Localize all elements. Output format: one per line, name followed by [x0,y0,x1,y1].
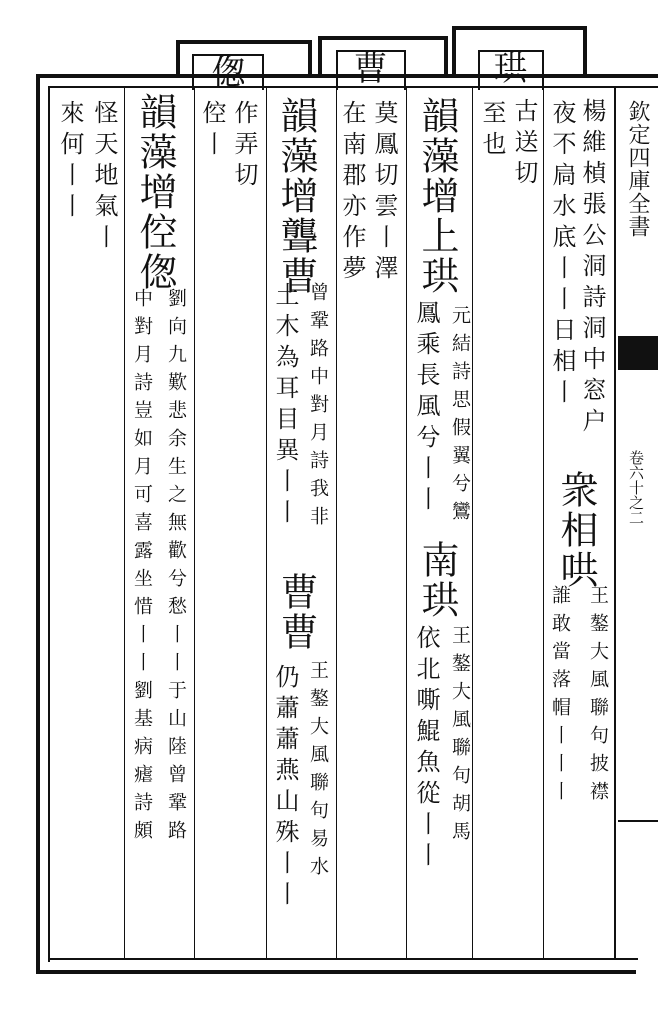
margin-book-title: 欽定四庫全書 [625,100,650,238]
tab-left-box-right [262,54,264,90]
margin-divider [614,88,616,958]
column-11-headword-b: 曹曹 [274,572,318,652]
column-7-note-b: 王鏊大風聯句胡馬 [449,625,471,849]
tab-right-label: 珙 [487,50,527,84]
column-18: 來何丨丨 [56,100,84,224]
column-11-headword-a: 韻藻增聾曹 [274,96,318,296]
column-6: 至也 [478,100,506,162]
outer-bottom-border [36,970,636,974]
column-divider-4 [336,88,337,958]
tab-right-frame-top [452,26,587,30]
column-14: 倥丨 [198,100,226,162]
margin-fishtail-mark [618,336,658,370]
tab-middle-frame-top [318,36,448,40]
column-1: 楊維楨張公洞詩洞中窓户 [578,98,606,439]
column-12-b: 仍蕭蕭燕山殊丨丨 [271,664,299,912]
tab-left-box-left [192,54,194,90]
inner-bottom-border [48,958,638,960]
column-divider-7 [124,88,125,958]
column-15-headword: 韻藻增倥偬 [133,92,177,292]
column-3-headword: 衆相哄 [554,470,598,590]
column-7-note-a: 元結詩思假翼兮鸞 [449,305,471,529]
tab-left-label: 偬 [205,54,245,88]
column-2: 夜不扃水底丨丨日相丨 [548,100,576,410]
column-7-headword-a: 韻藻增上珙 [415,96,459,296]
tab-middle-box-left [336,50,338,90]
tab-middle-frame-right [444,36,448,78]
inner-left-border [48,86,50,962]
tab-left-frame-right [308,40,312,78]
column-divider-3 [406,88,407,958]
column-8-b: 依北嘶鯤魚從丨丨 [412,625,440,873]
column-divider-2 [472,88,473,958]
tab-left-frame-top [176,40,312,44]
outer-left-border [36,74,40,974]
column-10: 在南郡亦作夢 [338,100,366,286]
column-13: 作弄切 [230,100,258,193]
column-divider-6 [194,88,195,958]
tab-middle-frame-left [318,36,322,78]
column-16-note: 中對月詩豈如月可喜露坐惜丨丨劉基病瘧詩頗 [131,288,153,848]
column-11-note-a: 曾鞏路中對月詩我非 [307,282,329,534]
tab-middle-label: 曹 [347,50,387,84]
column-15-note: 劉向九歎悲余生之無歡兮愁丨丨于山陸曾鞏路 [165,288,187,848]
margin-bottom-rule [618,820,658,822]
tab-right-box-left [478,50,480,90]
tab-right-frame-right [583,26,587,78]
tab-left-frame-left [176,40,180,78]
column-5: 古送切 [510,98,538,191]
tab-right-frame-left [452,26,456,78]
tab-right-box-right [542,50,544,90]
column-divider-1 [543,88,544,958]
column-11-note-b: 王鏊大風聯句易水 [307,660,329,884]
column-3-note: 王鏊大風聯句披襟 [587,585,609,809]
margin-volume: 卷六十之二 [627,450,645,525]
column-divider-5 [266,88,267,958]
column-4-note: 誰敢當落帽丨丨丨 [549,585,571,809]
inner-top-border [48,86,658,88]
column-9: 莫鳳切雲丨澤 [370,100,398,286]
column-7-headword-b: 南珙 [415,540,459,620]
column-17: 怪天地氣丨 [90,100,118,255]
column-8-a: 鳳乘長風兮丨丨 [412,300,440,517]
column-12-a: 土木為耳目異丨丨 [271,282,299,530]
tab-middle-box-right [404,50,406,90]
